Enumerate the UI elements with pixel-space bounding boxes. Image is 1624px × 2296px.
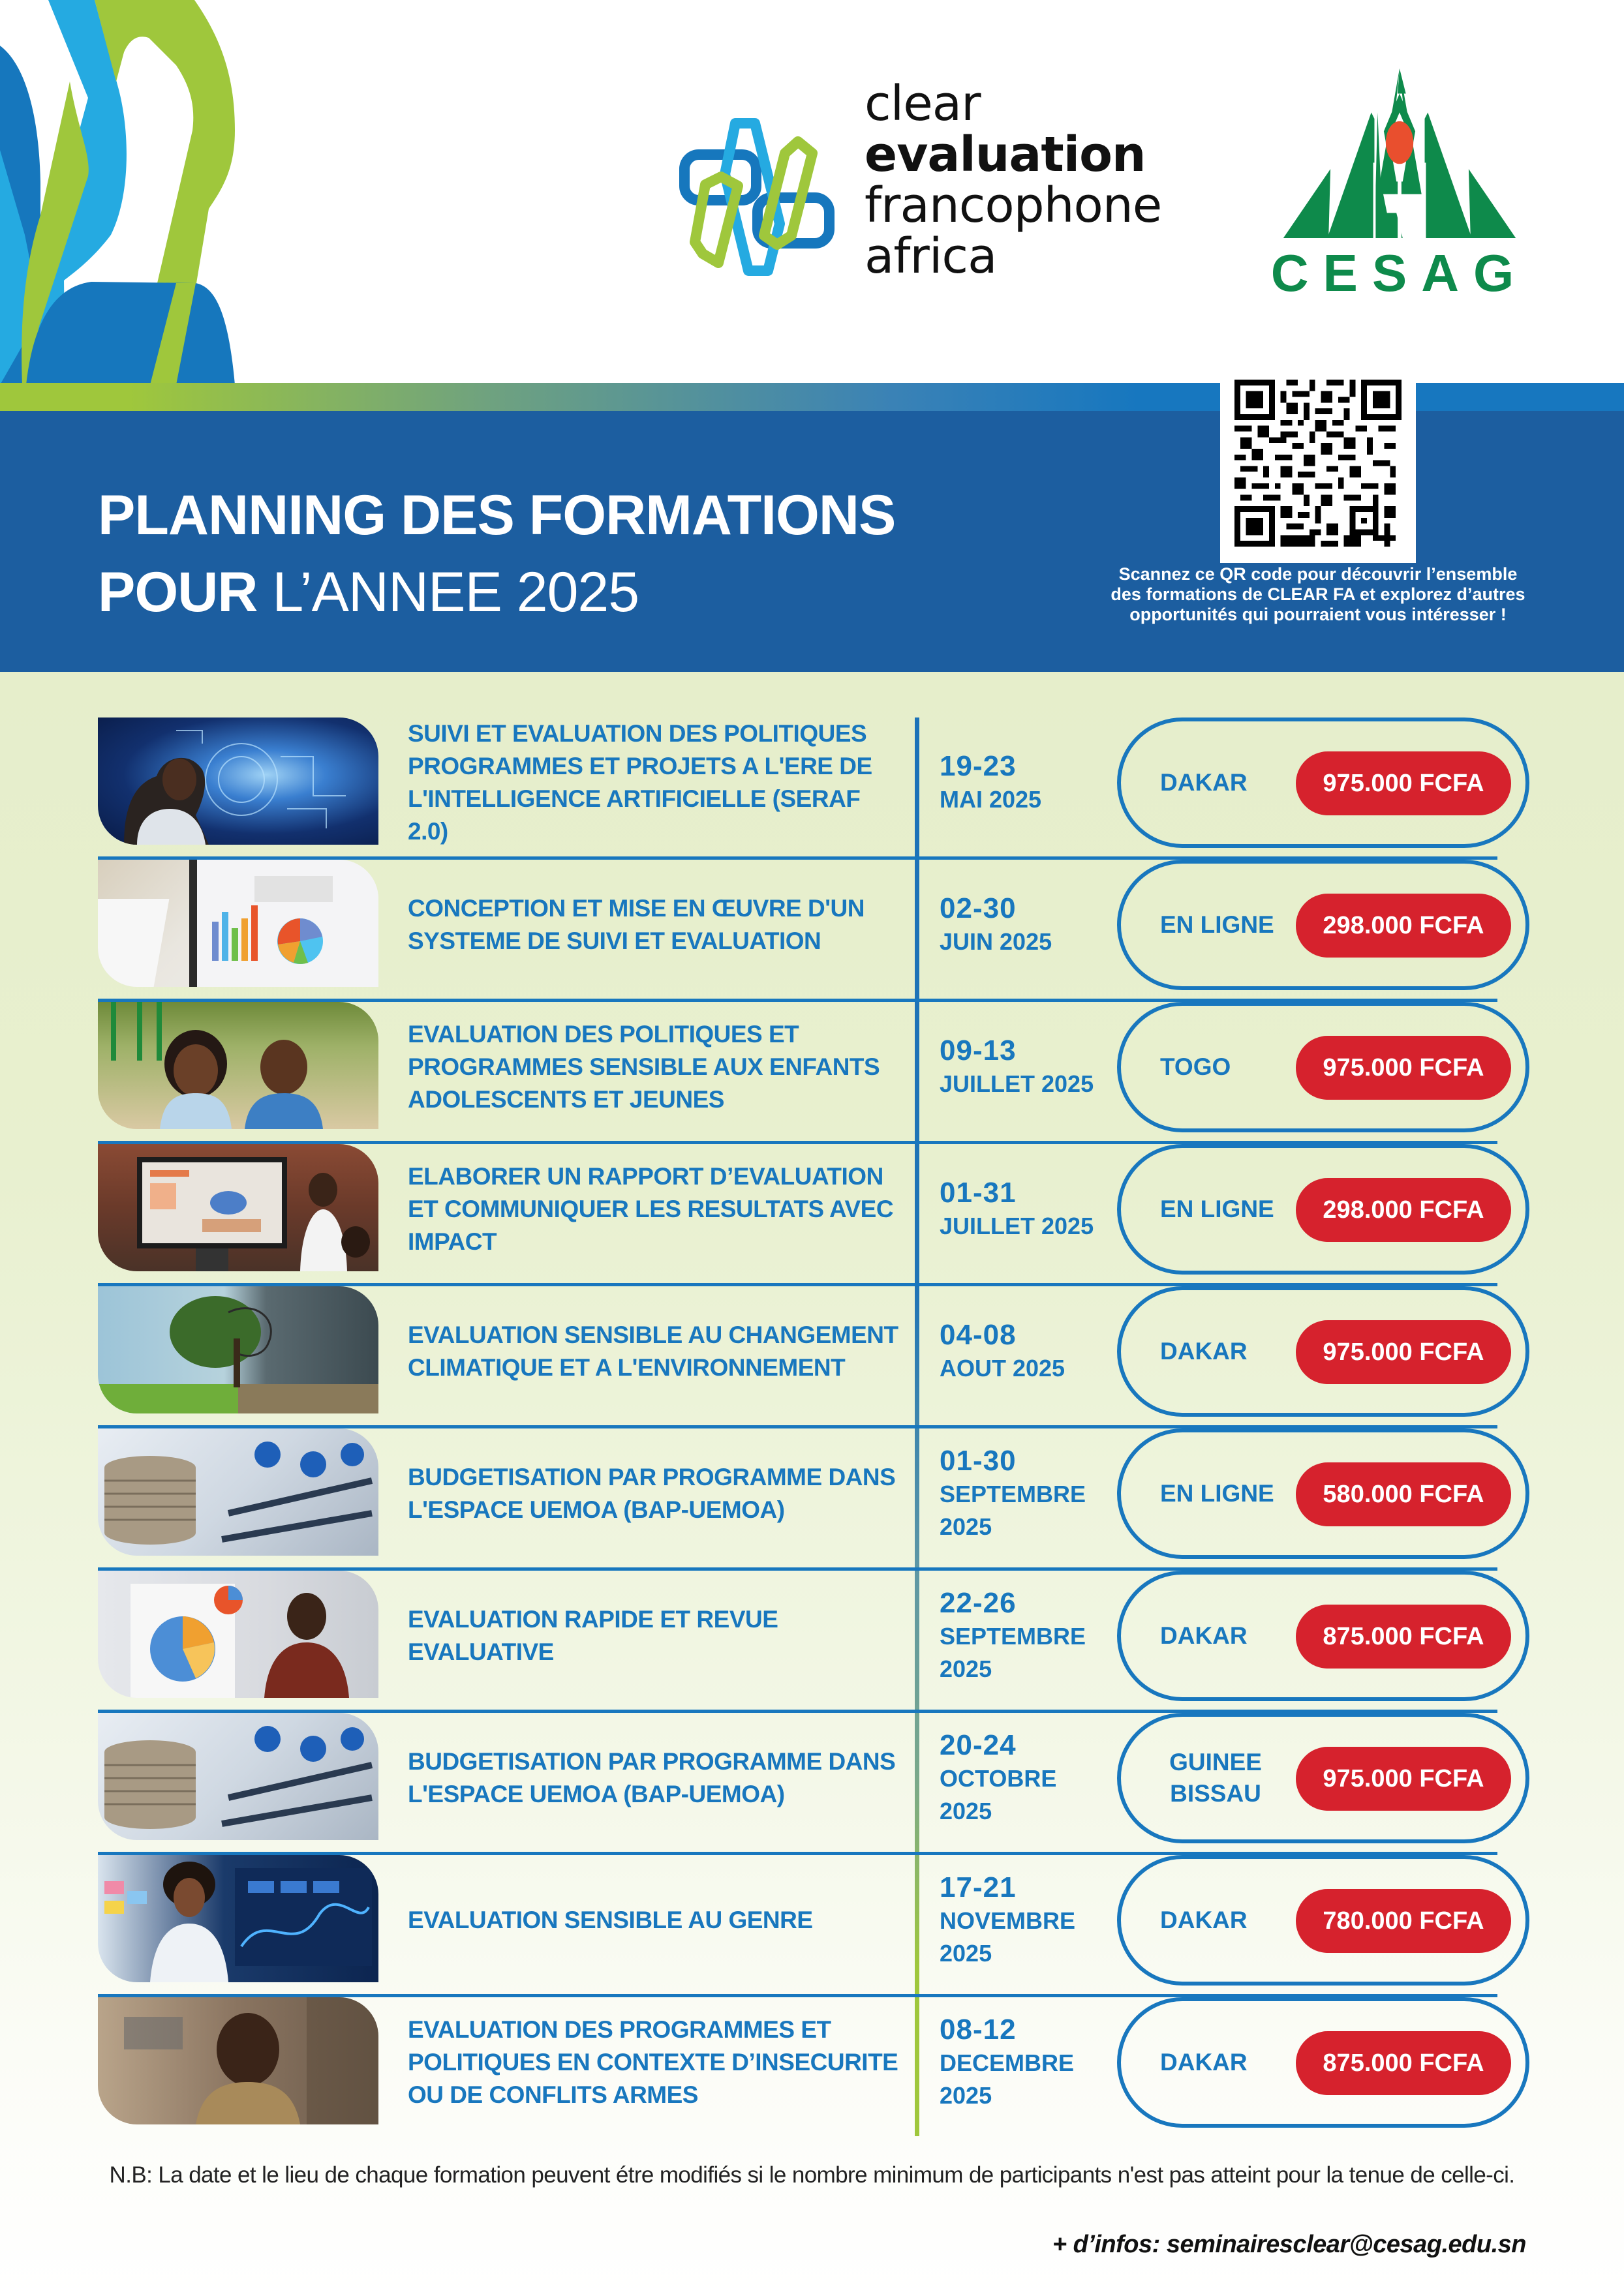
training-date [940,860,1109,990]
training-location: EN LIGNE [1160,911,1274,938]
training-location: EN LIGNE [1160,1196,1274,1222]
training-price: 975.000 FCFA [1296,1320,1511,1384]
footnote: N.B: La date et le lieu de chaque formation peuvent étre modifiés si le nombre minimum de participants n'est pas atteint pour la tenue de celle-ci. [109,2162,1515,2188]
date-range: 01-30 [940,1445,1017,1477]
date-month: OCTOBRE 2025 [940,1765,1057,1824]
date-month: JUIN 2025 [940,928,1052,955]
logo-line-francophone: francophone [865,177,1162,234]
date-range: 08-12 [940,2014,1017,2046]
training-image-children [98,1002,378,1129]
location-price-pill [1117,1286,1529,1417]
training-image-ai [98,718,378,845]
logo-line-evaluation: evaluation [865,127,1146,183]
training-date [940,1571,1109,1701]
date-month: JUILLET 2025 [940,1213,1094,1239]
training-row [98,1286,1533,1428]
clear-fa-wordmark [865,78,1161,282]
training-price: 298.000 FCFA [1296,1178,1511,1242]
coins-pens-photo-icon [98,1428,378,1556]
laptop-charts-photo-icon [98,860,378,987]
date-range: 02-30 [940,892,1017,924]
tree-climate-photo-icon [98,1286,378,1413]
training-row [98,1855,1533,1997]
training-row [98,718,1533,860]
date-month: NOVEMBRE 2025 [940,1907,1076,1967]
training-location: DAKAR [1160,1622,1248,1649]
training-price: 975.000 FCFA [1296,751,1511,815]
training-image-dashboard [98,1855,378,1982]
man-pie-charts-photo-icon [98,1571,378,1698]
training-date [940,1997,1109,2128]
date-month: DECEMBRE 2025 [940,2049,1075,2109]
training-date [940,1286,1109,1417]
training-price: 875.000 FCFA [1296,1605,1511,1669]
woman-ai-photo-icon [98,718,378,845]
training-image-climate [98,1286,378,1413]
cesag-triangle-logo-icon [1279,68,1520,238]
training-location: DAKAR [1160,1907,1248,1933]
training-row [98,1428,1533,1571]
training-image-conflict [98,1997,378,2124]
training-image-presentation [98,1144,378,1271]
logo-line-africa: africa [865,228,997,284]
date-range: 09-13 [940,1035,1017,1066]
training-title: ELABORER UN RAPPORT D’EVALUATION ET COMMUNIQUER LES RESULTATS AVEC IMPACT [408,1163,894,1255]
training-row [98,1571,1533,1713]
clear-fa-logo [675,78,1197,300]
location-price-pill [1117,1428,1529,1559]
location-price-pill [1117,860,1529,990]
training-price: 875.000 FCFA [1296,2031,1511,2095]
qr-code[interactable] [1220,374,1416,563]
training-price: 975.000 FCFA [1296,1036,1511,1100]
training-location: DAKAR [1160,2049,1248,2076]
clear-chain-logo-icon [675,114,838,284]
location-price-pill [1117,1713,1529,1843]
qr-caption: Scannez ce QR code pour découvrir l’ensemble des formations de CLEAR FA et explorez d’autres opportunités qui pourraient vous intéresser ! [1111,564,1525,624]
page-title: PLANNING DES FORMATIONS [98,484,896,547]
woman-dashboard-photo-icon [98,1855,378,1982]
date-range: 19-23 [940,750,1017,782]
training-title: EVALUATION SENSIBLE AU CHANGEMENT CLIMATIQUE ET A L'ENVIRONNEMENT [408,1322,898,1381]
training-row [98,1002,1533,1144]
training-location: EN LIGNE [1160,1480,1274,1507]
training-price: 580.000 FCFA [1296,1462,1511,1526]
training-row [98,1144,1533,1286]
training-price: 298.000 FCFA [1296,894,1511,958]
date-range: 20-24 [940,1729,1017,1761]
date-range: 04-08 [940,1319,1017,1351]
training-title: EVALUATION DES POLITIQUES ET PROGRAMMES SENSIBLE AUX ENFANTS ADOLESCENTS ET JEUNES [408,1021,880,1113]
subtitle-bold: POUR [98,561,258,624]
date-range: 17-21 [940,1871,1017,1903]
coins-pens-photo-icon [98,1713,378,1840]
training-title: BUDGETISATION PAR PROGRAMME DANS L'ESPACE UEMOA (BAP-UEMOA) [408,1748,896,1807]
training-location: TOGO [1160,1053,1231,1080]
training-price: 975.000 FCFA [1296,1747,1511,1811]
training-row [98,860,1533,1002]
training-date [940,1002,1109,1132]
training-title: CONCEPTION ET MISE EN ŒUVRE D'UN SYSTEME DE SUIVI ET EVALUATION [408,895,865,954]
cesag-wordmark: CESAG [1270,244,1529,302]
cesag-logo [1270,68,1529,303]
decorative-swoosh-icon [0,0,274,391]
training-location: DAKAR [1160,1338,1248,1365]
training-location: DAKAR [1160,769,1248,796]
location-price-pill [1117,1002,1529,1132]
training-row [98,1997,1533,2139]
date-month: SEPTEMBRE 2025 [940,1623,1086,1682]
date-month: MAI 2025 [940,786,1042,813]
training-price: 780.000 FCFA [1296,1889,1511,1953]
training-date [940,1428,1109,1559]
training-date [940,1713,1109,1843]
training-image-coins-2 [98,1713,378,1840]
training-location: GUINEE BISSAU [1169,1749,1262,1807]
location-price-pill [1117,1997,1529,2128]
date-month: JUILLET 2025 [940,1070,1094,1097]
smiling-children-photo-icon [98,1002,378,1129]
location-price-pill [1117,718,1529,848]
page-subtitle [98,560,639,625]
date-range: 01-31 [940,1177,1017,1209]
training-image-man-charts [98,1571,378,1698]
child-conflict-photo-icon [98,1997,378,2124]
date-month: SEPTEMBRE 2025 [940,1481,1086,1540]
training-date [940,718,1109,848]
training-image-laptop [98,860,378,987]
header [0,0,1624,385]
training-title: BUDGETISATION PAR PROGRAMME DANS L'ESPACE UEMOA (BAP-UEMOA) [408,1464,896,1523]
training-date [940,1855,1109,1986]
training-date [940,1144,1109,1275]
qr-code-icon [1234,380,1402,547]
training-image-coins [98,1428,378,1556]
presentation-screen-photo-icon [98,1144,378,1271]
subtitle-rest: L’ANNEE 2025 [257,561,639,624]
logo-line-clear: clear [865,76,981,132]
training-title: EVALUATION SENSIBLE AU GENRE [408,1907,813,1933]
location-price-pill [1117,1855,1529,1986]
training-title: SUIVI ET EVALUATION DES POLITIQUES PROGRAMMES ET PROJETS A L'ERE DE L'INTELLIGENCE ARTIFICIELLE (SERAF 2.0) [408,720,872,845]
contact-email[interactable]: + d’infos: seminairesclear@cesag.edu.sn [1052,2231,1526,2258]
training-row [98,1713,1533,1855]
location-price-pill [1117,1571,1529,1701]
training-title: EVALUATION RAPIDE ET REVUE EVALUATIVE [408,1606,778,1665]
date-month: AOUT 2025 [940,1355,1065,1382]
location-price-pill [1117,1144,1529,1275]
training-title: EVALUATION DES PROGRAMMES ET POLITIQUES EN CONTEXTE D’INSECURITE OU DE CONFLITS ARMES [408,2016,898,2108]
date-range: 22-26 [940,1587,1017,1619]
